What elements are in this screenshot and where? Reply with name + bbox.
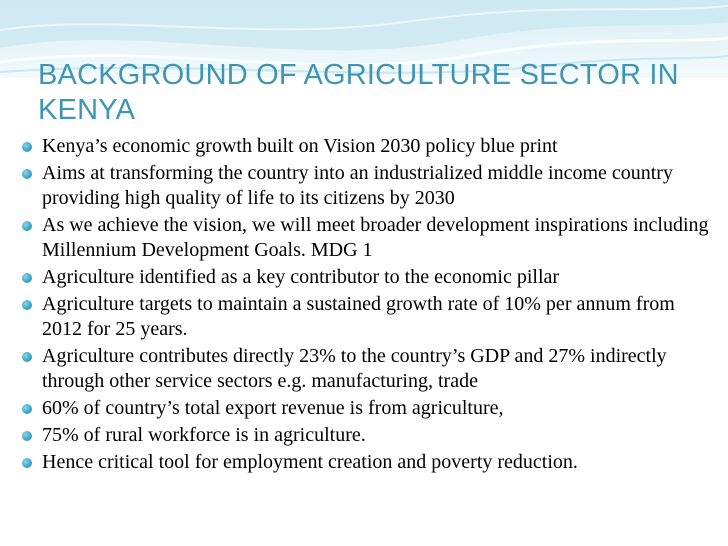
bullet-text: 60% of country’s total export revenue is from agriculture,	[42, 397, 504, 419]
circle-bullet-icon	[22, 273, 32, 283]
bullet-item	[22, 396, 712, 421]
bullet-item	[22, 213, 712, 263]
bullet-item	[22, 344, 712, 394]
bullet-text: As we achieve the vision, we will meet broader development inspirations including Millennium Development Goals. MDG 1	[42, 214, 709, 261]
circle-bullet-icon	[22, 142, 32, 152]
bullet-item	[22, 292, 712, 342]
circle-bullet-icon	[22, 300, 32, 310]
slide-title: BACKGROUND OF AGRICULTURE SECTOR IN KENYA	[38, 59, 679, 126]
circle-bullet-icon	[22, 169, 32, 179]
bullet-item	[22, 450, 712, 475]
circle-bullet-icon	[22, 221, 32, 231]
bullet-text: Aims at transforming the country into an industrialized middle income country providing high quality of life to its citizens by 2030	[42, 162, 673, 209]
circle-bullet-icon	[22, 458, 32, 468]
bullet-item	[22, 161, 712, 211]
bullet-item	[22, 134, 712, 159]
circle-bullet-icon	[22, 431, 32, 441]
bullet-text: Agriculture identified as a key contributor to the economic pillar	[42, 266, 560, 288]
bullet-text: 75% of rural workforce is in agriculture.	[42, 424, 366, 446]
bullet-item	[22, 423, 712, 448]
bullet-item	[22, 265, 712, 290]
circle-bullet-icon	[22, 404, 32, 414]
bullet-list	[22, 134, 712, 477]
circle-bullet-icon	[22, 352, 32, 362]
bullet-text: Kenya’s economic growth built on Vision 2030 policy blue print	[42, 135, 558, 157]
bullet-text: Agriculture contributes directly 23% to the country’s GDP and 27% indirectly through other service sectors e.g. manufacturing, trade	[42, 345, 667, 392]
bullet-text: Agriculture targets to maintain a sustained growth rate of 10% per annum from 2012 for 25 years.	[42, 293, 675, 340]
bullet-text: Hence critical tool for employment creation and poverty reduction.	[42, 451, 578, 473]
